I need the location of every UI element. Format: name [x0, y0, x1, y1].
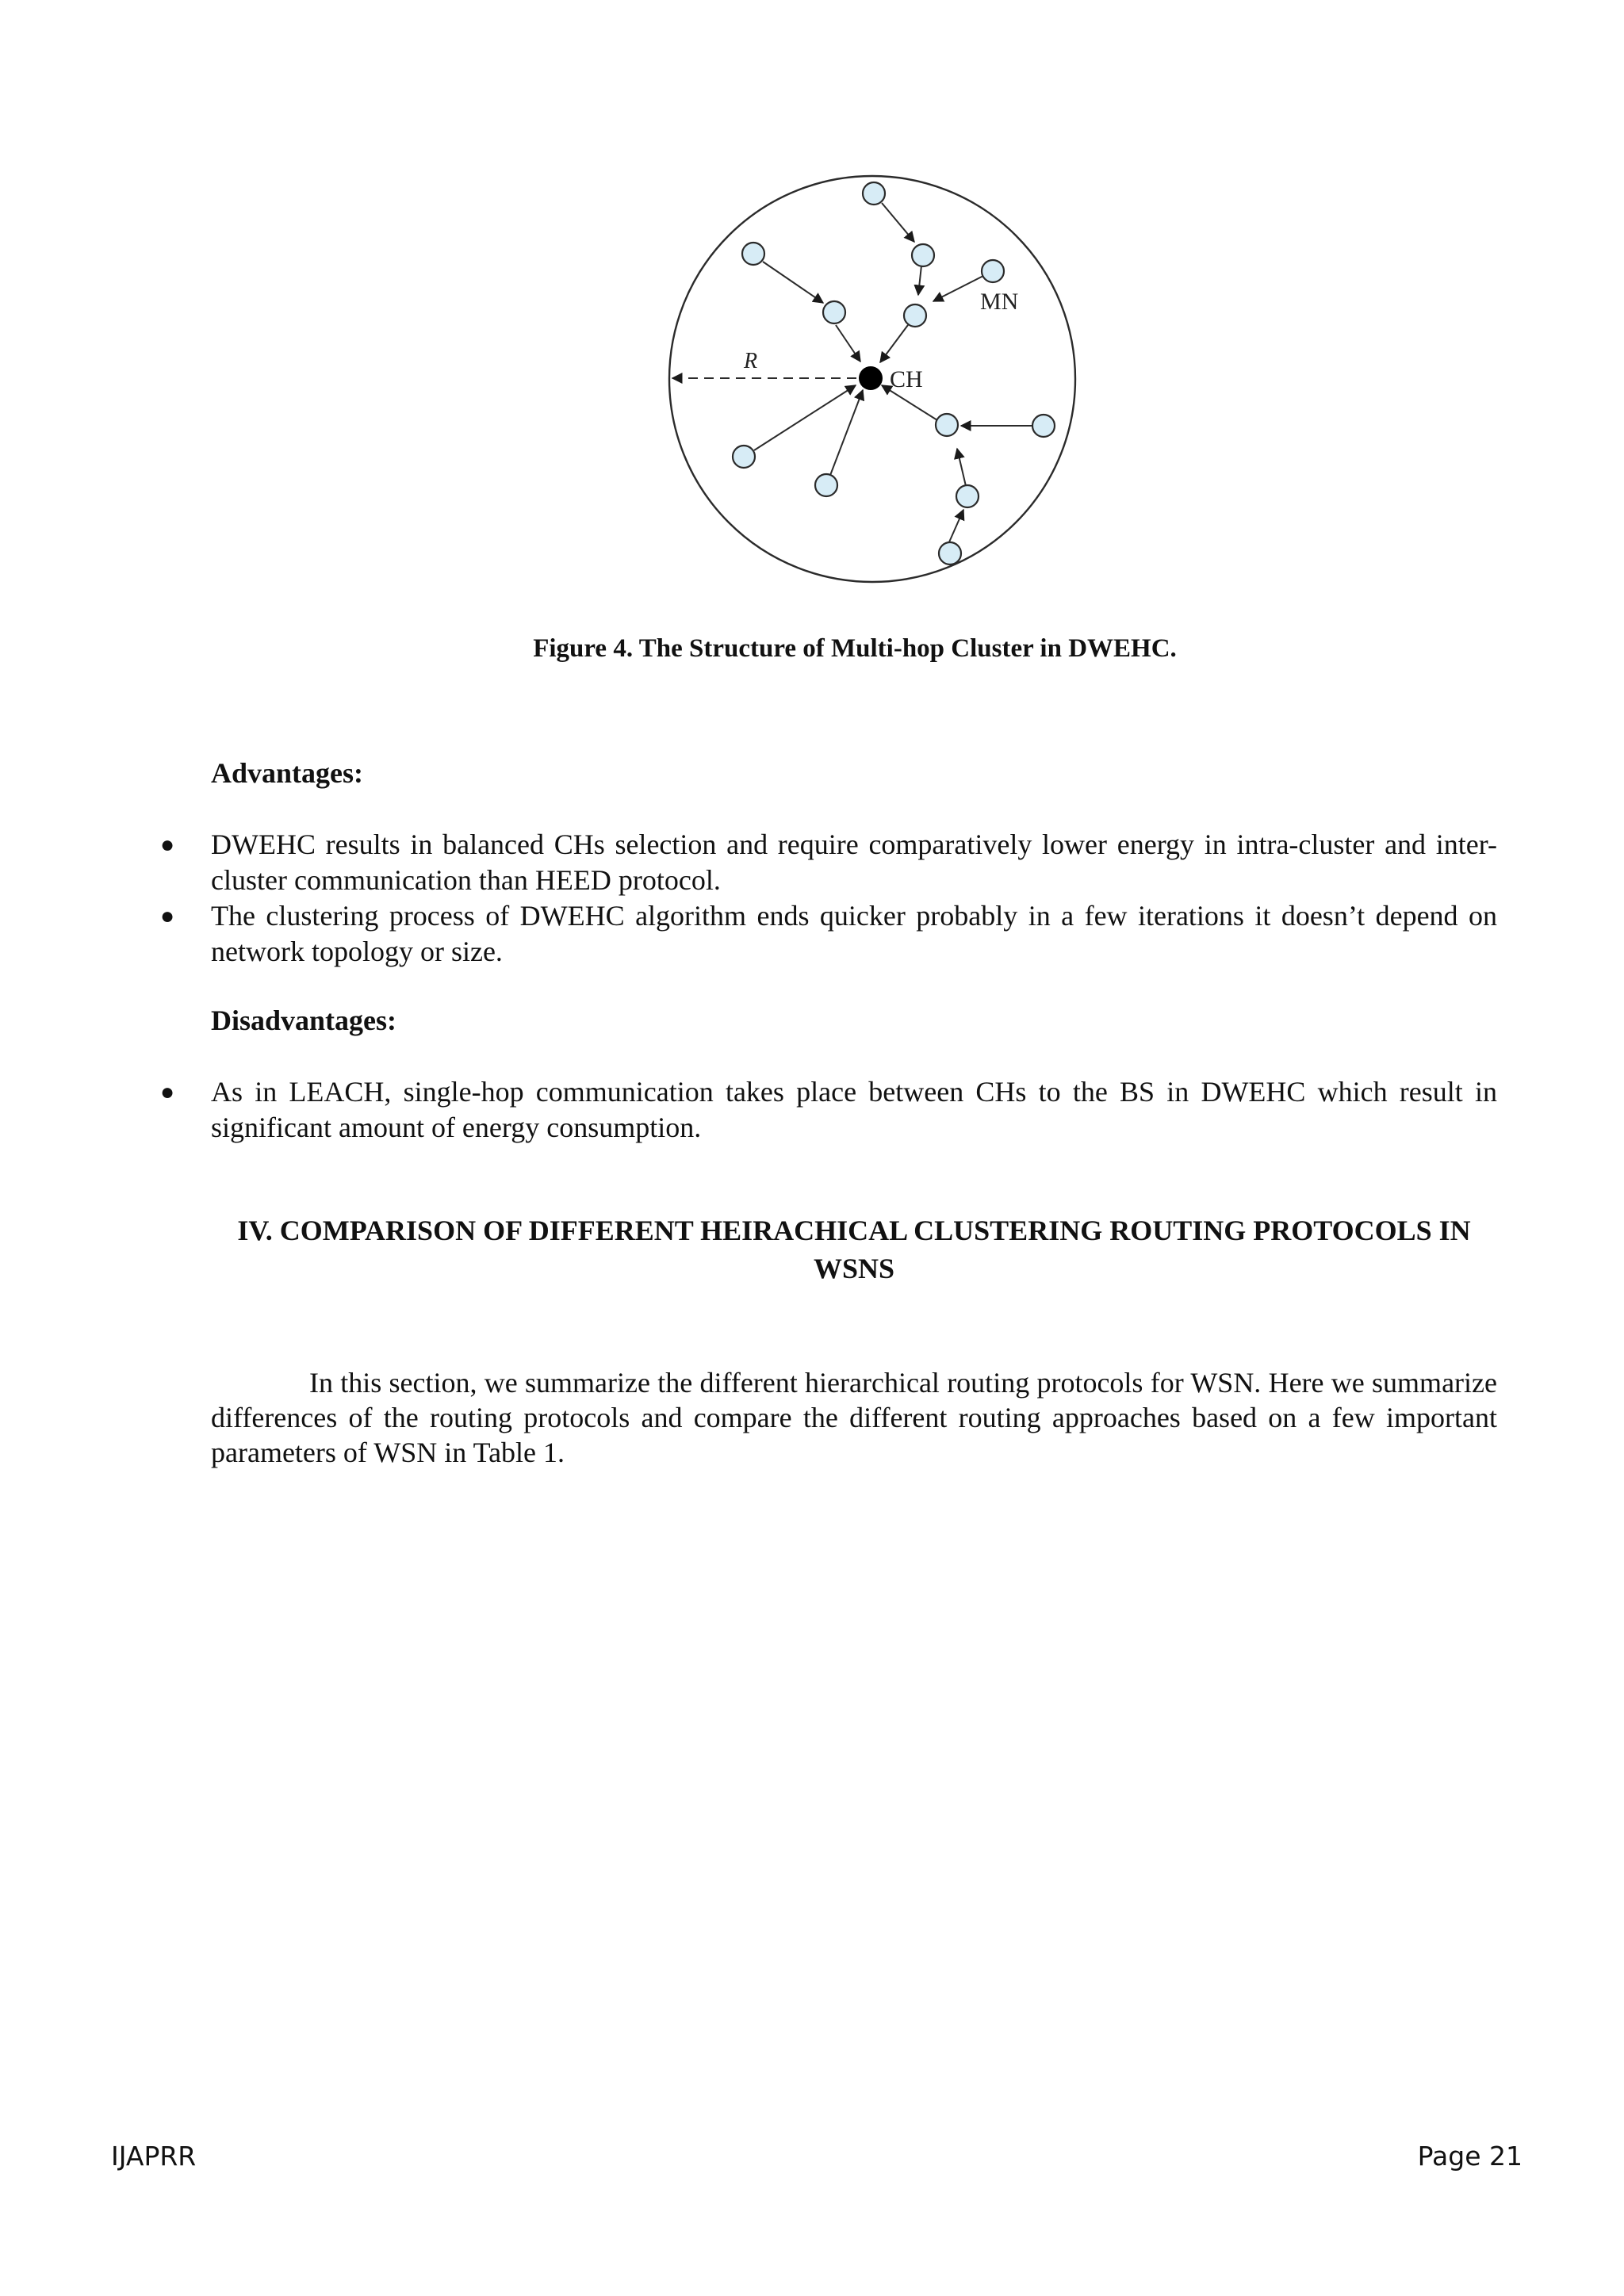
edge: [957, 449, 966, 486]
member-node: [1032, 415, 1055, 437]
bullet-icon: ●: [160, 1079, 175, 1105]
advantages-list: [159, 827, 1497, 970]
list-item: [159, 827, 1497, 898]
disadvantages-list: [159, 1074, 1497, 1146]
edge: [880, 325, 908, 362]
advantages-heading: Advantages:: [211, 757, 364, 789]
edge: [882, 203, 914, 242]
cluster-head-label: CH: [890, 366, 923, 392]
edge: [918, 266, 921, 295]
member-node: [936, 414, 958, 436]
cluster-figure: [650, 166, 1094, 595]
member-node-label: MN: [980, 289, 1019, 315]
edge: [763, 262, 823, 303]
edge: [754, 385, 856, 450]
disadvantages-heading: Disadvantages:: [211, 1004, 397, 1036]
member-node: [956, 485, 979, 507]
footer-page-number: Page 21: [1417, 2141, 1522, 2172]
disadvantage-text: As in LEACH, single-hop communication takes place between CHs to the BS in DWEHC which result in significant amount of energy consumption.: [211, 1076, 1497, 1143]
advantage-text: The clustering process of DWEHC algorithm ends quicker probably in a few iterations it doesn’t depend on network topology or size.: [211, 900, 1497, 967]
member-node: [912, 244, 934, 266]
member-node: [904, 304, 926, 327]
list-item: [159, 1074, 1497, 1146]
section-title: IV. COMPARISON OF DIFFERENT HEIRACHICAL CLUSTERING ROUTING PROTOCOLS IN WSNS: [237, 1215, 1471, 1284]
member-node: [939, 542, 961, 564]
cluster-diagram: [650, 166, 1094, 595]
member-node: [742, 243, 764, 265]
cluster-head-node: [859, 366, 883, 390]
list-item: [159, 898, 1497, 970]
advantage-text: DWEHC results in balanced CHs selection and require comparatively lower energy in intra-cluster and inter-cluster communication than HEED protocol.: [211, 828, 1497, 896]
footer-journal: IJAPRR: [111, 2141, 197, 2172]
member-node: [982, 260, 1004, 282]
bullet-icon: ●: [160, 903, 175, 929]
member-node: [815, 474, 837, 496]
edge: [836, 325, 860, 362]
edge: [933, 276, 983, 301]
edge: [948, 510, 963, 544]
member-node: [863, 182, 885, 205]
edge: [829, 390, 863, 477]
member-node: [733, 446, 755, 468]
bullet-icon: ●: [160, 832, 175, 858]
radius-label: R: [744, 349, 758, 373]
figure-caption: Figure 4. The Structure of Multi-hop Cluster in DWEHC.: [533, 634, 1177, 663]
member-node: [823, 301, 845, 323]
section-paragraph: In this section, we summarize the different hierarchical routing protocols for WSN. Here we summarize differences of the routing protocols and compare the different routing approaches based on a few important parameters of WSN in Table 1.: [211, 1367, 1497, 1468]
